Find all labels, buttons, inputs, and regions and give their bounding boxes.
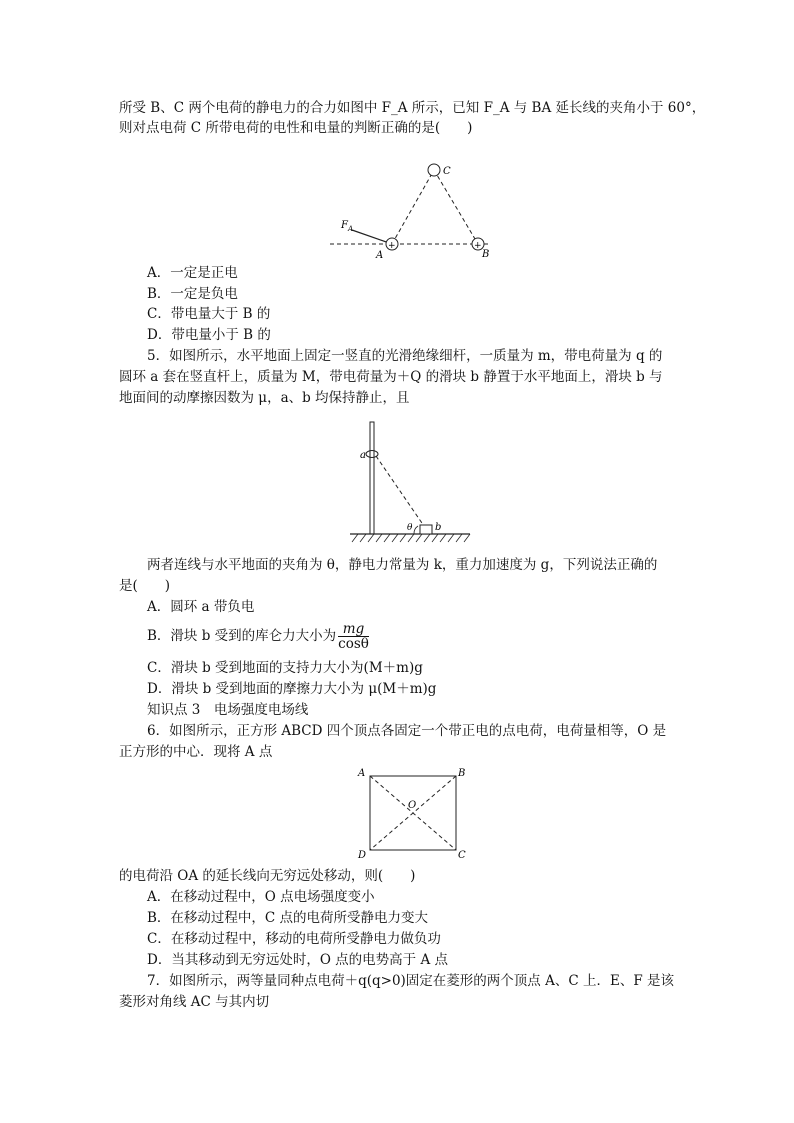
ac-line bbox=[392, 170, 434, 244]
label-C: C bbox=[458, 850, 466, 860]
figure-charges-triangle bbox=[330, 158, 500, 262]
q4-option-a: A．一定是正电 bbox=[147, 265, 238, 281]
theta-arc bbox=[414, 526, 418, 534]
slider-b bbox=[420, 525, 432, 534]
coulomb-force-fraction bbox=[338, 622, 369, 651]
label-O: O bbox=[408, 800, 417, 811]
charge-c bbox=[428, 164, 440, 176]
q4-option-b: B．一定是负电 bbox=[147, 286, 238, 302]
q7-line-1: 7．如图所示，两等量同种点电荷＋q(q>0)固定在菱形的两个顶点 A、C 上．E、F 是该 bbox=[147, 973, 674, 989]
q5-line-5: 是( ) bbox=[119, 578, 171, 594]
fraction-denominator: cosθ bbox=[338, 636, 369, 652]
q4-option-c: C．带电量大于 B 的 bbox=[147, 306, 271, 322]
label-c: C bbox=[443, 166, 451, 177]
label-b: B bbox=[482, 249, 490, 260]
q6-option-c: C．在移动过程中，移动的电荷所受静电力做负功 bbox=[147, 931, 441, 947]
q6-line-3: 的电荷沿 OA 的延长线向无穷远处移动，则( ) bbox=[119, 868, 416, 884]
q5-line-3: 地面间的动摩擦因数为 μ，a、b 均保持静止，且 bbox=[119, 390, 410, 406]
figure-square-abcd bbox=[354, 764, 472, 860]
intro-line-2: 则对点电荷 C 所带电荷的电性和电量的判断正确的是( ) bbox=[119, 120, 473, 136]
q6-option-a: A．在移动过程中，O 点电场强度变小 bbox=[147, 889, 375, 905]
q6-option-b: B．在移动过程中，C 点的电荷所受静电力变大 bbox=[147, 910, 429, 926]
q5-option-b bbox=[147, 622, 369, 651]
figure-rod-slider bbox=[346, 418, 474, 544]
q7-line-2: 菱形对角线 AC 与其内切 bbox=[119, 994, 270, 1010]
label-B: B bbox=[458, 768, 466, 779]
label-A: A bbox=[358, 768, 366, 779]
q4-option-d: D．带电量小于 B 的 bbox=[147, 327, 271, 343]
fraction-numerator: mg bbox=[338, 622, 369, 637]
label-b: b bbox=[435, 522, 442, 533]
vertical-rod bbox=[370, 422, 374, 534]
label-a: A bbox=[376, 250, 384, 261]
label-fa: F bbox=[341, 220, 348, 231]
q5-option-c: C．滑块 b 受到地面的支持力大小为(M＋m)g bbox=[147, 660, 423, 676]
label-theta: θ bbox=[407, 523, 413, 533]
section-heading: 知识点 3 电场强度电场线 bbox=[147, 702, 309, 718]
ground-hatching bbox=[352, 534, 470, 542]
intro-line-1: 所受 B、C 两个电荷的静电力的合力如图中 F_A 所示，已知 F_A 与 BA 延长线的夹角小于 60°， bbox=[119, 100, 706, 116]
q6-line-2: 正方形的中心．现将 A 点 bbox=[119, 744, 273, 760]
q5-option-d: D．滑块 b 受到地面的摩擦力大小为 μ(M＋m)g bbox=[147, 681, 437, 697]
q6-line-1: 6．如图所示，正方形 ABCD 四个顶点各固定一个带正电的点电荷，电荷量相等，O 是 bbox=[147, 723, 667, 739]
cb-line bbox=[434, 170, 478, 244]
plus-a: + bbox=[388, 241, 396, 251]
label-D: D bbox=[358, 850, 367, 860]
q5-line-1: 5．如图所示，水平地面上固定一竖直的光滑绝缘细杆，一质量为 m，带电荷量为 q 的 bbox=[147, 348, 663, 364]
q5-line-2: 圆环 a 套在竖直杆上，质量为 M，带电荷量为＋Q 的滑块 b 静置于水平地面上，滑块 b 与 bbox=[119, 369, 663, 385]
q6-option-d: D．当其移动到无穷远处时，O 点的电势高于 A 点 bbox=[147, 952, 449, 968]
q5-option-a: A．圆环 a 带负电 bbox=[147, 599, 255, 615]
label-a: a bbox=[360, 450, 366, 461]
ab-connecting-line bbox=[376, 456, 424, 526]
label-fa-sub: A bbox=[348, 225, 354, 233]
plus-b: + bbox=[474, 241, 482, 251]
q5-line-4: 两者连线与水平地面的夹角为 θ，静电力常量为 k，重力加速度为 g，下列说法正确的 bbox=[147, 557, 658, 573]
q5-option-b-text: B．滑块 b 受到的库仑力大小为 bbox=[147, 628, 337, 644]
